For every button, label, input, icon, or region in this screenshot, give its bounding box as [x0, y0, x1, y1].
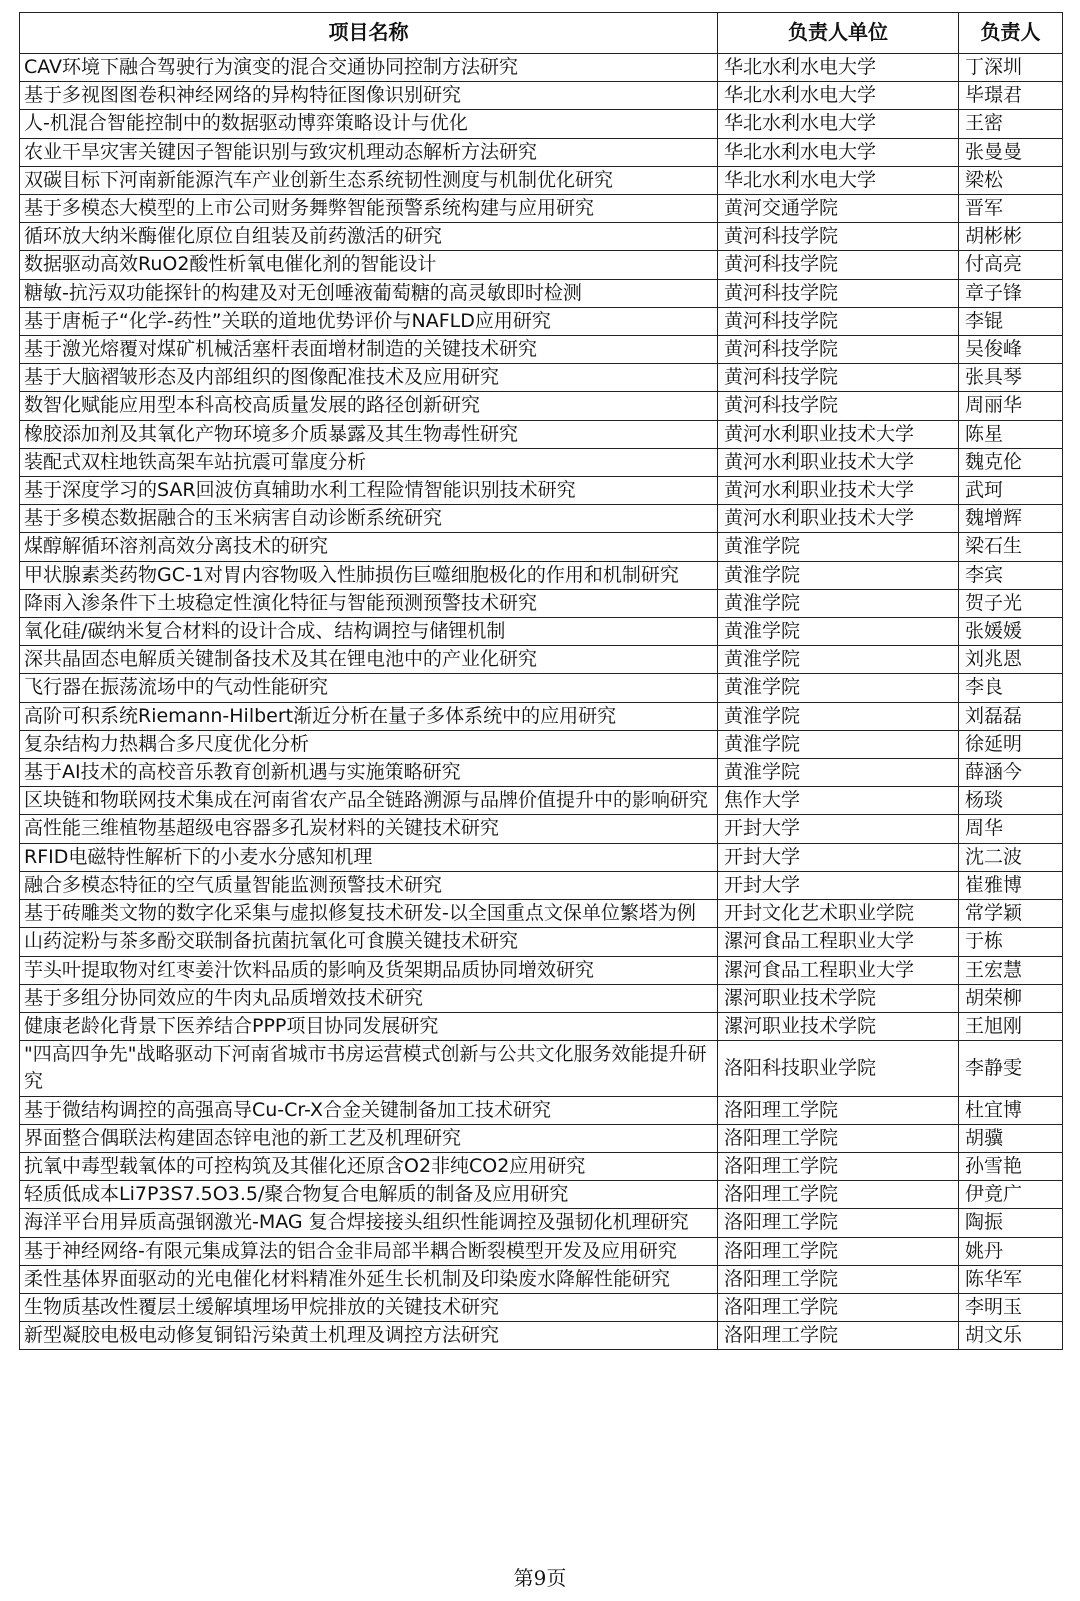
cell-project-name: 橡胶添加剂及其氧化产物环境多介质暴露及其生物毒性研究 [20, 420, 718, 448]
cell-leader: 丁深圳 [959, 54, 1063, 82]
cell-project-name: 区块链和物联网技术集成在河南省农产品全链路溯源与品牌价值提升中的影响研究 [20, 787, 718, 815]
table-row [20, 928, 1063, 956]
cell-leader: 梁松 [959, 166, 1063, 194]
table-row [20, 448, 1063, 476]
table-row [20, 1293, 1063, 1321]
table-row [20, 82, 1063, 110]
cell-unit: 洛阳理工学院 [718, 1152, 959, 1180]
cell-unit: 黄淮学院 [718, 589, 959, 617]
cell-unit: 洛阳理工学院 [718, 1209, 959, 1237]
cell-unit: 洛阳理工学院 [718, 1181, 959, 1209]
table-row [20, 646, 1063, 674]
cell-project-name: 基于大脑褶皱形态及内部组织的图像配准技术及应用研究 [20, 364, 718, 392]
cell-project-name: 基于神经网络-有限元集成算法的铝合金非局部半耦合断裂模型开发及应用研究 [20, 1237, 718, 1265]
table-row [20, 1237, 1063, 1265]
table-row [20, 1124, 1063, 1152]
table-row [20, 138, 1063, 166]
table-row [20, 561, 1063, 589]
cell-leader: 章子锋 [959, 279, 1063, 307]
cell-unit: 漯河食品工程职业大学 [718, 956, 959, 984]
table-row [20, 505, 1063, 533]
table-row [20, 1265, 1063, 1293]
cell-project-name: 基于多组分协同效应的牛肉丸品质增效技术研究 [20, 984, 718, 1012]
cell-unit: 漯河职业技术学院 [718, 1012, 959, 1040]
cell-project-name: 海洋平台用异质高强钢激光-MAG 复合焊接接头组织性能调控及强韧化机理研究 [20, 1209, 718, 1237]
cell-unit: 洛阳理工学院 [718, 1265, 959, 1293]
cell-project-name: 飞行器在振荡流场中的气动性能研究 [20, 674, 718, 702]
table-row [20, 533, 1063, 561]
cell-project-name: 基于AI技术的高校音乐教育创新机遇与实施策略研究 [20, 759, 718, 787]
cell-project-name: 装配式双柱地铁高架车站抗震可靠度分析 [20, 448, 718, 476]
cell-project-name: 基于砖雕类文物的数字化采集与虚拟修复技术研发-以全国重点文保单位繁塔为例 [20, 900, 718, 928]
cell-leader: 王密 [959, 110, 1063, 138]
cell-unit: 黄淮学院 [718, 618, 959, 646]
cell-project-name: 基于多模态数据融合的玉米病害自动诊断系统研究 [20, 505, 718, 533]
cell-unit: 华北水利水电大学 [718, 82, 959, 110]
cell-leader: 孙雪艳 [959, 1152, 1063, 1180]
cell-leader: 刘兆恩 [959, 646, 1063, 674]
cell-leader: 刘磊磊 [959, 702, 1063, 730]
table-row [20, 871, 1063, 899]
cell-project-name: 双碳目标下河南新能源汽车产业创新生态系统韧性测度与机制优化研究 [20, 166, 718, 194]
cell-project-name: 氧化硅/碳纳米复合材料的设计合成、结构调控与储锂机制 [20, 618, 718, 646]
table-row [20, 702, 1063, 730]
cell-leader: 崔雅博 [959, 871, 1063, 899]
cell-project-name: 芋头叶提取物对红枣姜汁饮料品质的影响及货架期品质协同增效研究 [20, 956, 718, 984]
cell-leader: 薛涵今 [959, 759, 1063, 787]
table-row [20, 759, 1063, 787]
table-row [20, 336, 1063, 364]
cell-leader: 陈华军 [959, 1265, 1063, 1293]
cell-unit: 黄淮学院 [718, 730, 959, 758]
cell-leader: 李宾 [959, 561, 1063, 589]
cell-leader: 徐延明 [959, 730, 1063, 758]
cell-project-name: 深共晶固态电解质关键制备技术及其在锂电池中的产业化研究 [20, 646, 718, 674]
cell-project-name: 界面整合偶联法构建固态锌电池的新工艺及机理研究 [20, 1124, 718, 1152]
cell-leader: 王旭刚 [959, 1012, 1063, 1040]
table-row [20, 843, 1063, 871]
cell-unit: 洛阳科技职业学院 [718, 1041, 959, 1096]
table-row [20, 166, 1063, 194]
cell-unit: 黄河水利职业技术大学 [718, 505, 959, 533]
cell-project-name: 柔性基体界面驱动的光电催化材料精准外延生长机制及印染废水降解性能研究 [20, 1265, 718, 1293]
cell-unit: 洛阳理工学院 [718, 1293, 959, 1321]
table-row [20, 223, 1063, 251]
cell-leader: 吴俊峰 [959, 336, 1063, 364]
project-table [19, 12, 1063, 1350]
cell-project-name: 循环放大纳米酶催化原位自组装及前药激活的研究 [20, 223, 718, 251]
table-row [20, 589, 1063, 617]
cell-unit: 洛阳理工学院 [718, 1322, 959, 1350]
table-row [20, 1012, 1063, 1040]
table-row [20, 1181, 1063, 1209]
table-row [20, 787, 1063, 815]
cell-unit: 黄河科技学院 [718, 307, 959, 335]
cell-project-name: 基于唐栀子“化学-药性”关联的道地优势评价与NAFLD应用研究 [20, 307, 718, 335]
table-row [20, 54, 1063, 82]
cell-leader: 李锟 [959, 307, 1063, 335]
cell-project-name: 轻质低成本Li7P3S7.5O3.5/聚合物复合电解质的制备及应用研究 [20, 1181, 718, 1209]
cell-project-name: 人-机混合智能控制中的数据驱动博弈策略设计与优化 [20, 110, 718, 138]
table-row [20, 674, 1063, 702]
cell-unit: 漯河职业技术学院 [718, 984, 959, 1012]
table-row [20, 420, 1063, 448]
cell-leader: 付高亮 [959, 251, 1063, 279]
cell-project-name: 高阶可积系统Riemann-Hilbert渐近分析在量子多体系统中的应用研究 [20, 702, 718, 730]
cell-unit: 黄淮学院 [718, 702, 959, 730]
cell-leader: 常学颖 [959, 900, 1063, 928]
cell-leader: 胡文乐 [959, 1322, 1063, 1350]
cell-unit: 黄河科技学院 [718, 279, 959, 307]
project-table-container [19, 12, 1062, 1350]
header-project-name: 项目名称 [20, 13, 718, 54]
cell-unit: 华北水利水电大学 [718, 54, 959, 82]
cell-project-name: 数智化赋能应用型本科高校高质量发展的路径创新研究 [20, 392, 718, 420]
table-row [20, 1209, 1063, 1237]
table-row [20, 956, 1063, 984]
table-row [20, 815, 1063, 843]
cell-leader: 晋军 [959, 195, 1063, 223]
table-row [20, 307, 1063, 335]
header-leader: 负责人 [959, 13, 1063, 54]
cell-leader: 陶振 [959, 1209, 1063, 1237]
cell-leader: 武珂 [959, 477, 1063, 505]
cell-unit: 开封大学 [718, 871, 959, 899]
cell-unit: 开封大学 [718, 843, 959, 871]
cell-unit: 华北水利水电大学 [718, 166, 959, 194]
table-row [20, 1096, 1063, 1124]
cell-project-name: RFID电磁特性解析下的小麦水分感知机理 [20, 843, 718, 871]
cell-unit: 洛阳理工学院 [718, 1237, 959, 1265]
cell-unit: 黄河科技学院 [718, 336, 959, 364]
cell-leader: 沈二波 [959, 843, 1063, 871]
table-row [20, 1041, 1063, 1096]
cell-leader: 姚丹 [959, 1237, 1063, 1265]
cell-leader: 胡荣柳 [959, 984, 1063, 1012]
cell-project-name: 农业干旱灾害关键因子智能识别与致灾机理动态解析方法研究 [20, 138, 718, 166]
table-row [20, 110, 1063, 138]
table-row [20, 477, 1063, 505]
cell-leader: 贺子光 [959, 589, 1063, 617]
cell-unit: 洛阳理工学院 [718, 1124, 959, 1152]
cell-leader: 伊竟广 [959, 1181, 1063, 1209]
cell-leader: 李良 [959, 674, 1063, 702]
table-header-row [20, 13, 1063, 54]
cell-project-name: 煤醇解循环溶剂高效分离技术的研究 [20, 533, 718, 561]
cell-project-name: 复杂结构力热耦合多尺度优化分析 [20, 730, 718, 758]
cell-unit: 黄河水利职业技术大学 [718, 420, 959, 448]
cell-unit: 黄河科技学院 [718, 223, 959, 251]
cell-unit: 黄淮学院 [718, 759, 959, 787]
cell-project-name: 基于深度学习的SAR回波仿真辅助水利工程险情智能识别技术研究 [20, 477, 718, 505]
table-row [20, 730, 1063, 758]
table-row [20, 618, 1063, 646]
cell-leader: 胡骥 [959, 1124, 1063, 1152]
cell-leader: 魏克伦 [959, 448, 1063, 476]
cell-unit: 开封文化艺术职业学院 [718, 900, 959, 928]
cell-leader: 杜宜博 [959, 1096, 1063, 1124]
cell-project-name: 甲状腺素类药物GC-1对胃内容物吸入性肺损伤巨噬细胞极化的作用和机制研究 [20, 561, 718, 589]
cell-leader: 于栋 [959, 928, 1063, 956]
cell-project-name: 糖敏-抗污双功能探针的构建及对无创唾液葡萄糖的高灵敏即时检测 [20, 279, 718, 307]
cell-unit: 黄河科技学院 [718, 364, 959, 392]
cell-leader: 陈星 [959, 420, 1063, 448]
header-unit: 负责人单位 [718, 13, 959, 54]
cell-unit: 华北水利水电大学 [718, 138, 959, 166]
cell-project-name: 基于多视图图卷积神经网络的异构特征图像识别研究 [20, 82, 718, 110]
cell-leader: 李静雯 [959, 1041, 1063, 1096]
cell-leader: 张曼曼 [959, 138, 1063, 166]
table-row [20, 195, 1063, 223]
cell-leader: 周丽华 [959, 392, 1063, 420]
cell-project-name: "四高四争先"战略驱动下河南省城市书房运营模式创新与公共文化服务效能提升研究 [20, 1041, 718, 1096]
table-body [20, 54, 1063, 1350]
cell-project-name: 健康老龄化背景下医养结合PPP项目协同发展研究 [20, 1012, 718, 1040]
table-row [20, 1152, 1063, 1180]
cell-unit: 黄河交通学院 [718, 195, 959, 223]
cell-project-name: CAV环境下融合驾驶行为演变的混合交通协同控制方法研究 [20, 54, 718, 82]
page-number: 第9页 [513, 1566, 567, 1590]
cell-unit: 洛阳理工学院 [718, 1096, 959, 1124]
cell-unit: 华北水利水电大学 [718, 110, 959, 138]
cell-leader: 张具琴 [959, 364, 1063, 392]
table-row [20, 1322, 1063, 1350]
cell-unit: 开封大学 [718, 815, 959, 843]
cell-project-name: 基于微结构调控的高强高导Cu-Cr-X合金关键制备加工技术研究 [20, 1096, 718, 1124]
cell-project-name: 基于多模态大模型的上市公司财务舞弊智能预警系统构建与应用研究 [20, 195, 718, 223]
cell-unit: 黄河科技学院 [718, 392, 959, 420]
cell-unit: 焦作大学 [718, 787, 959, 815]
cell-leader: 毕璟君 [959, 82, 1063, 110]
cell-unit: 黄淮学院 [718, 533, 959, 561]
cell-project-name: 基于激光熔覆对煤矿机械活塞杆表面增材制造的关键技术研究 [20, 336, 718, 364]
cell-leader: 张媛媛 [959, 618, 1063, 646]
cell-unit: 黄淮学院 [718, 646, 959, 674]
table-row [20, 279, 1063, 307]
table-row [20, 392, 1063, 420]
cell-project-name: 生物质基改性覆层土缓解填埋场甲烷排放的关键技术研究 [20, 1293, 718, 1321]
cell-leader: 梁石生 [959, 533, 1063, 561]
cell-unit: 黄淮学院 [718, 561, 959, 589]
table-row [20, 900, 1063, 928]
cell-leader: 周华 [959, 815, 1063, 843]
cell-project-name: 山药淀粉与茶多酚交联制备抗菌抗氧化可食膜关键技术研究 [20, 928, 718, 956]
cell-unit: 黄河水利职业技术大学 [718, 477, 959, 505]
cell-leader: 魏增辉 [959, 505, 1063, 533]
cell-project-name: 融合多模态特征的空气质量智能监测预警技术研究 [20, 871, 718, 899]
cell-project-name: 抗氧中毒型载氧体的可控构筑及其催化还原含O2非纯CO2应用研究 [20, 1152, 718, 1180]
cell-leader: 杨琰 [959, 787, 1063, 815]
table-row [20, 984, 1063, 1012]
cell-leader: 胡彬彬 [959, 223, 1063, 251]
cell-project-name: 降雨入渗条件下土坡稳定性演化特征与智能预测预警技术研究 [20, 589, 718, 617]
table-row [20, 364, 1063, 392]
table-row [20, 251, 1063, 279]
cell-unit: 黄淮学院 [718, 674, 959, 702]
cell-project-name: 高性能三维植物基超级电容器多孔炭材料的关键技术研究 [20, 815, 718, 843]
cell-leader: 李明玉 [959, 1293, 1063, 1321]
cell-unit: 漯河食品工程职业大学 [718, 928, 959, 956]
cell-unit: 黄河水利职业技术大学 [718, 448, 959, 476]
cell-project-name: 新型凝胶电极电动修复铜铅污染黄土机理及调控方法研究 [20, 1322, 718, 1350]
cell-leader: 王宏慧 [959, 956, 1063, 984]
cell-project-name: 数据驱动高效RuO2酸性析氧电催化剂的智能设计 [20, 251, 718, 279]
cell-unit: 黄河科技学院 [718, 251, 959, 279]
